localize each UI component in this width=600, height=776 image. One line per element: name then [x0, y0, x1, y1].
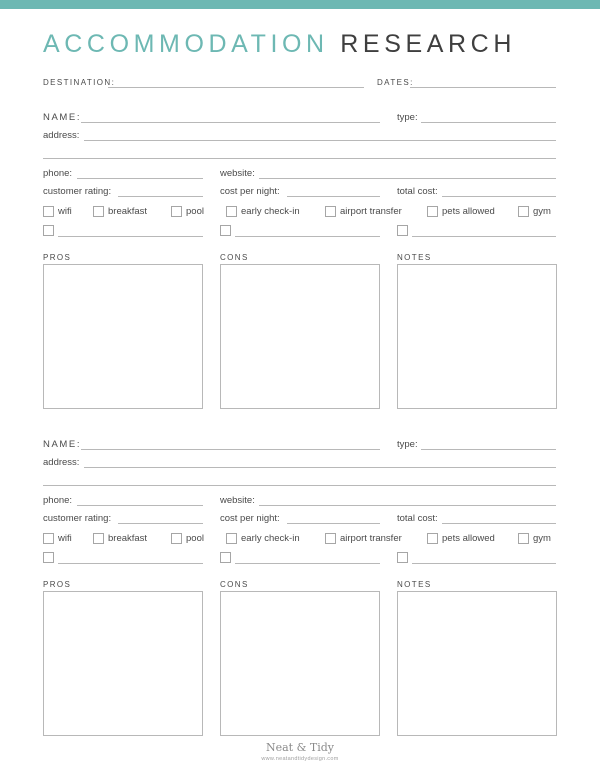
cost-per-night-field[interactable] [287, 196, 380, 197]
breakfast-checkbox[interactable] [93, 206, 104, 217]
name-label: NAME: [43, 112, 82, 123]
pets-allowed-checkbox[interactable] [427, 206, 438, 217]
pros-box[interactable] [43, 591, 203, 736]
early-check-in-checkbox[interactable] [226, 533, 237, 544]
total-cost-field[interactable] [442, 196, 556, 197]
destination-label: DESTINATION: [43, 78, 116, 87]
gym-checkbox[interactable] [518, 533, 529, 544]
pets-allowed-label: pets allowed [442, 533, 495, 544]
pets-allowed-checkbox[interactable] [427, 533, 438, 544]
airport-transfer-label: airport transfer [340, 206, 402, 217]
name-label: NAME: [43, 439, 82, 450]
destination-field[interactable] [108, 87, 364, 88]
address-label: address: [43, 457, 80, 468]
early-check-in-checkbox[interactable] [226, 206, 237, 217]
customer-rating-label: customer rating: [43, 513, 112, 524]
cons-heading: CONS [220, 253, 249, 262]
pool-checkbox[interactable] [171, 206, 182, 217]
custom-amenity-field-2[interactable] [235, 563, 380, 564]
notes-heading: NOTES [397, 580, 432, 589]
custom-amenity-field-1[interactable] [58, 563, 203, 564]
cons-box[interactable] [220, 591, 380, 736]
breakfast-label: breakfast [108, 206, 148, 217]
pros-box[interactable] [43, 264, 203, 409]
cost-per-night-label: cost per night: [220, 186, 280, 197]
custom-amenity-checkbox-2[interactable] [220, 225, 231, 236]
address-field-line-2[interactable] [43, 485, 556, 486]
phone-field[interactable] [77, 178, 203, 179]
phone-label: phone: [43, 495, 73, 506]
custom-amenity-field-1[interactable] [58, 236, 203, 237]
wifi-checkbox[interactable] [43, 533, 54, 544]
wifi-label: wifi [58, 533, 72, 544]
total-cost-field[interactable] [442, 523, 556, 524]
pool-label: pool [186, 533, 204, 544]
website-label: website: [220, 495, 255, 506]
breakfast-label: breakfast [108, 533, 148, 544]
pros-heading: PROS [43, 253, 72, 262]
address-field-line-1[interactable] [84, 140, 556, 141]
title-research: RESEARCH [340, 30, 516, 58]
dates-field[interactable] [410, 87, 556, 88]
page-title [43, 30, 516, 59]
type-label: type: [397, 112, 418, 123]
top-accent-bar [0, 0, 600, 9]
website-label: website: [220, 168, 255, 179]
pool-checkbox[interactable] [171, 533, 182, 544]
title-accommodation: ACCOMMODATION [43, 30, 329, 58]
customer-rating-label: customer rating: [43, 186, 112, 197]
cons-heading: CONS [220, 580, 249, 589]
type-label: type: [397, 439, 418, 450]
brand-logo: Neat & Tidy [265, 741, 334, 754]
customer-rating-field[interactable] [118, 196, 203, 197]
custom-amenity-checkbox-3[interactable] [397, 225, 408, 236]
notes-box[interactable] [397, 591, 557, 736]
total-cost-label: total cost: [397, 186, 438, 197]
type-field[interactable] [421, 122, 556, 123]
airport-transfer-checkbox[interactable] [325, 206, 336, 217]
airport-transfer-checkbox[interactable] [325, 533, 336, 544]
website-field[interactable] [259, 505, 556, 506]
notes-box[interactable] [397, 264, 557, 409]
gym-checkbox[interactable] [518, 206, 529, 217]
custom-amenity-checkbox-1[interactable] [43, 225, 54, 236]
airport-transfer-label: airport transfer [340, 533, 402, 544]
website-field[interactable] [259, 178, 556, 179]
address-field-line-2[interactable] [43, 158, 556, 159]
custom-amenity-field-3[interactable] [412, 563, 556, 564]
total-cost-label: total cost: [397, 513, 438, 524]
early-check-in-label: early check-in [241, 206, 300, 217]
type-field[interactable] [421, 449, 556, 450]
custom-amenity-field-3[interactable] [412, 236, 556, 237]
custom-amenity-checkbox-3[interactable] [397, 552, 408, 563]
custom-amenity-checkbox-1[interactable] [43, 552, 54, 563]
gym-label: gym [533, 206, 551, 217]
breakfast-checkbox[interactable] [93, 533, 104, 544]
phone-field[interactable] [77, 505, 203, 506]
wifi-checkbox[interactable] [43, 206, 54, 217]
notes-heading: NOTES [397, 253, 432, 262]
gym-label: gym [533, 533, 551, 544]
customer-rating-field[interactable] [118, 523, 203, 524]
pool-label: pool [186, 206, 204, 217]
pros-heading: PROS [43, 580, 72, 589]
pets-allowed-label: pets allowed [442, 206, 495, 217]
custom-amenity-field-2[interactable] [235, 236, 380, 237]
cost-per-night-label: cost per night: [220, 513, 280, 524]
cons-box[interactable] [220, 264, 380, 409]
phone-label: phone: [43, 168, 73, 179]
custom-amenity-checkbox-2[interactable] [220, 552, 231, 563]
address-field-line-1[interactable] [84, 467, 556, 468]
brand-url: www.neatandtidydesign.com [261, 756, 339, 762]
wifi-label: wifi [58, 206, 72, 217]
dates-label: DATES: [377, 78, 414, 87]
address-label: address: [43, 130, 80, 141]
cost-per-night-field[interactable] [287, 523, 380, 524]
name-field[interactable] [81, 122, 380, 123]
name-field[interactable] [81, 449, 380, 450]
early-check-in-label: early check-in [241, 533, 300, 544]
